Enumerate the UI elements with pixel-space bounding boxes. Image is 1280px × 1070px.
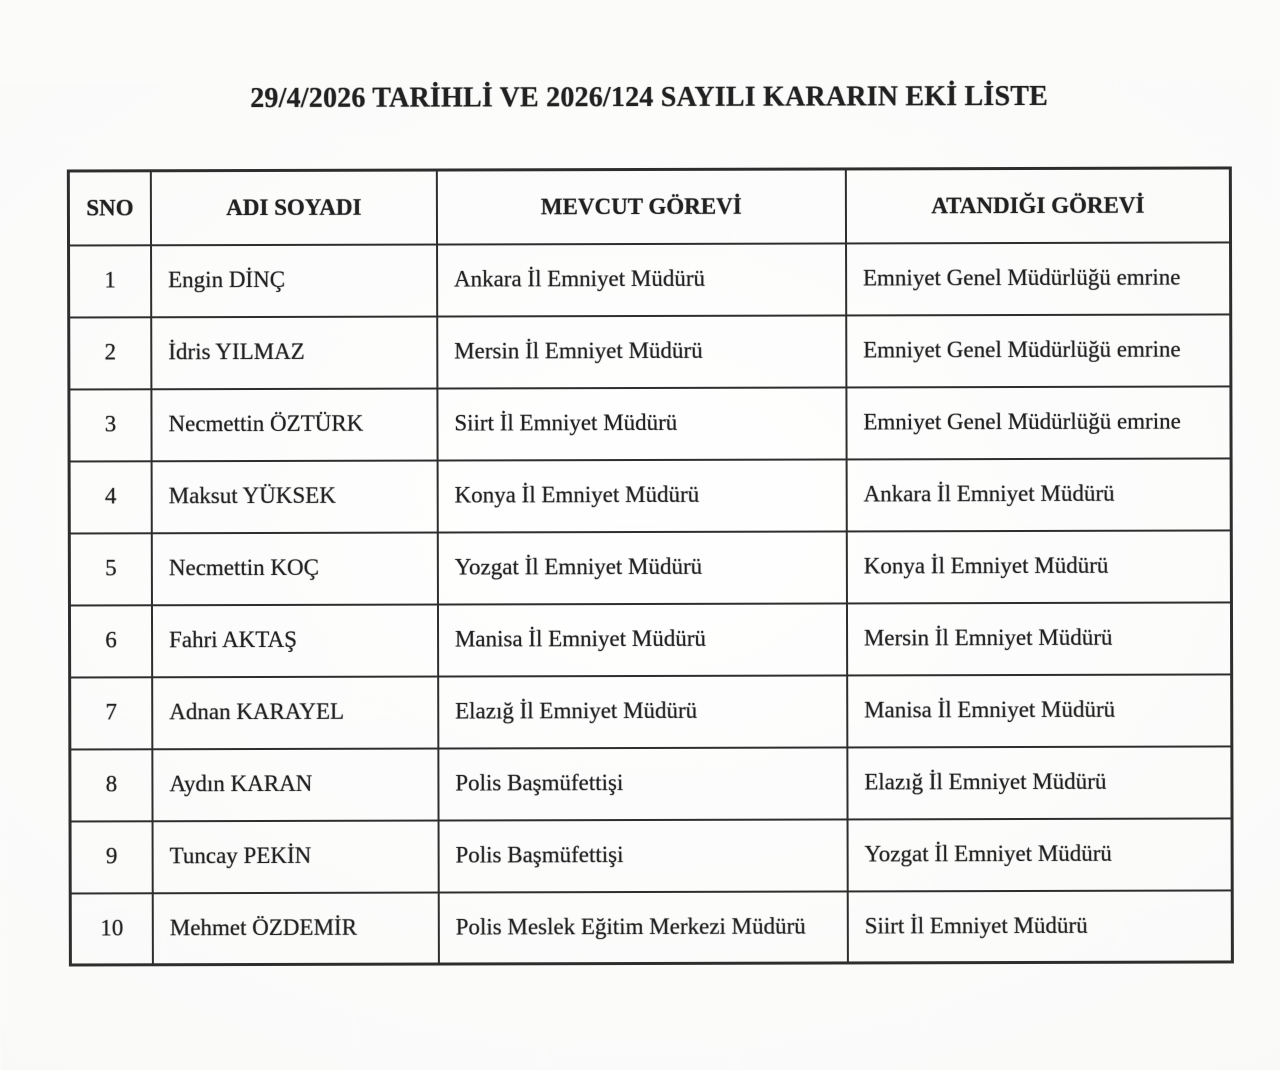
cell-name: Necmettin ÖZTÜRK <box>151 388 437 461</box>
cell-name: Tuncay PEKİN <box>153 820 439 893</box>
table-row <box>69 602 1231 677</box>
cell-name: Adnan KARAYEL <box>152 676 438 749</box>
table-body <box>69 242 1233 965</box>
cell-current: Yozgat İl Emniyet Müdürü <box>438 531 847 604</box>
cell-sno: 7 <box>70 677 153 749</box>
cell-name: Necmettin KOÇ <box>152 532 438 605</box>
cell-current: Manisa İl Emniyet Müdürü <box>438 603 847 676</box>
table-row <box>69 242 1231 317</box>
cell-sno: 1 <box>69 245 152 317</box>
cell-current: Polis Meslek Eğitim Merkezi Müdürü <box>439 891 848 964</box>
cell-name: Engin DİNÇ <box>151 244 437 317</box>
cell-current: Polis Başmüfettişi <box>438 747 847 820</box>
cell-name: Maksut YÜKSEK <box>152 460 438 533</box>
cell-assigned: Mersin İl Emniyet Müdürü <box>847 602 1232 675</box>
cell-assigned: Emniyet Genel Müdürlüğü emrine <box>846 314 1231 387</box>
column-header-assigned: ATANDIĞI GÖREVİ <box>846 168 1231 243</box>
table-row <box>70 890 1232 965</box>
table-row <box>70 674 1232 749</box>
table-row <box>70 746 1232 821</box>
cell-sno: 6 <box>69 605 152 677</box>
table-row <box>70 818 1232 893</box>
cell-assigned: Elazığ İl Emniyet Müdürü <box>847 746 1232 819</box>
cell-sno: 2 <box>69 317 152 389</box>
cell-current: Konya İl Emniyet Müdürü <box>437 459 846 532</box>
document-title: 29/4/2026 TARİHLİ VE 2026/124 SAYILI KARARIN EKİ LİSTE <box>250 80 1049 115</box>
table-row <box>69 386 1231 461</box>
table-row <box>69 458 1231 533</box>
cell-current: Ankara İl Emniyet Müdürü <box>437 243 846 316</box>
cell-assigned: Emniyet Genel Müdürlüğü emrine <box>846 386 1231 459</box>
cell-assigned: Konya İl Emniyet Müdürü <box>847 530 1232 603</box>
cell-current: Elazığ İl Emniyet Müdürü <box>438 675 847 748</box>
cell-assigned: Ankara İl Emniyet Müdürü <box>846 458 1231 531</box>
cell-current: Mersin İl Emniyet Müdürü <box>437 315 846 388</box>
scanned-document-page <box>0 80 1280 1070</box>
cell-name: Fahri AKTAŞ <box>152 604 438 677</box>
cell-current: Polis Başmüfettişi <box>438 819 847 892</box>
cell-assigned: Siirt İl Emniyet Müdürü <box>848 890 1233 963</box>
table-row <box>69 530 1231 605</box>
cell-sno: 4 <box>69 461 152 533</box>
column-header-current: MEVCUT GÖREVİ <box>437 169 846 244</box>
appointment-table <box>67 166 1234 966</box>
cell-sno: 3 <box>69 389 152 461</box>
cell-sno: 10 <box>70 893 153 965</box>
cell-name: İdris YILMAZ <box>151 316 437 389</box>
column-header-sno: SNO <box>68 171 151 245</box>
cell-name: Aydın KARAN <box>152 748 438 821</box>
table-header-row <box>68 168 1230 245</box>
cell-assigned: Yozgat İl Emniyet Müdürü <box>847 818 1232 891</box>
column-header-name: ADI SOYADI <box>151 170 437 245</box>
cell-sno: 8 <box>70 749 153 821</box>
cell-current: Siirt İl Emniyet Müdürü <box>437 387 846 460</box>
cell-sno: 9 <box>70 821 153 893</box>
cell-name: Mehmet ÖZDEMİR <box>153 892 439 965</box>
cell-assigned: Manisa İl Emniyet Müdürü <box>847 674 1232 747</box>
cell-sno: 5 <box>69 533 152 605</box>
table-row <box>69 314 1231 389</box>
cell-assigned: Emniyet Genel Müdürlüğü emrine <box>846 242 1231 315</box>
